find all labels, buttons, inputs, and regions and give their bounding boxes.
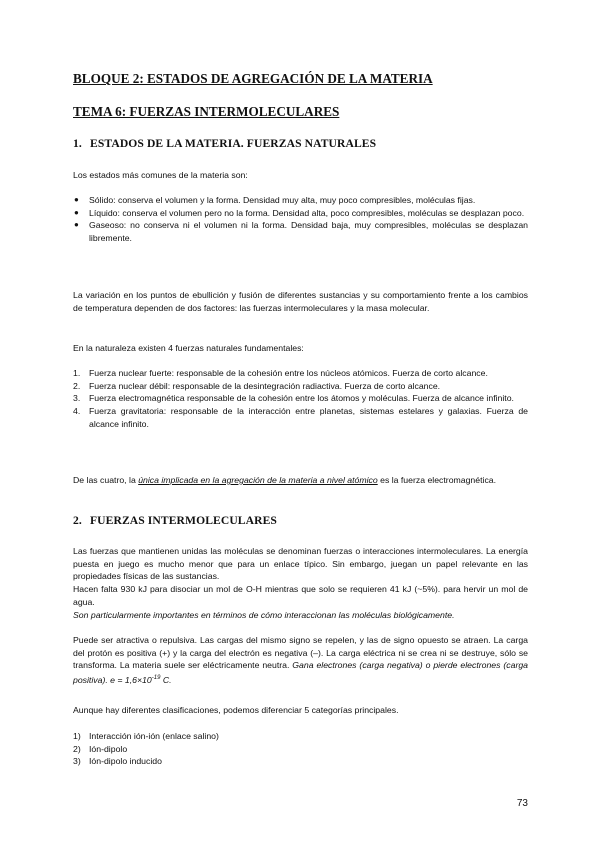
list-item: 3. Fuerza electromagnética responsable de la cohesión entre los átomos y moléculas. Fuerza de alcance infinito. — [73, 393, 514, 404]
section1-heading — [73, 137, 528, 150]
section1-title: ESTADOS DE LA MATERIA. FUERZAS NATURALES — [90, 137, 377, 150]
list-item: 2) Ión-dipolo — [73, 743, 128, 754]
section1-intro: Los estados más comunes de la materia son: — [73, 170, 248, 180]
emphasis-text: única implicada en la agregación de la materia a nivel atómico — [138, 475, 378, 485]
forces-intro: En la naturaleza existen 4 fuerzas naturales fundamentales: — [73, 343, 304, 353]
section2-paragraph1: Las fuerzas que mantienen unidas las moléculas se denominan fuerzas o interacciones intermoleculares. La energía puesta en juego es mucho menor que para un enlace típico. Sin embargo, juegan un papel relevante en las propiedades físicas de las sustancias. Hacen falta 930 kJ para disociar un mol de O-H mientras que solo se requieren 41 kJ (~5%). para hervir un mol de agua. Son particularmente importantes en términos de cómo interaccionan las moléculas biológicamente. — [73, 546, 528, 620]
conclusion-paragraph: De las cuatro, la única implicada en la agregación de la materia a nivel atómico es la fuerza electromagnética. — [73, 475, 497, 485]
list-item: ● Líquido: conserva el volumen pero no la forma. Densidad alta, poco compresibles, moléculas se desplazan poco. — [74, 207, 525, 218]
bullet-icon: ● — [74, 207, 79, 217]
tema-title: TEMA 6: FUERZAS INTERMOLECULARES — [73, 104, 340, 119]
list-item: 1) Interacción ión-ión (enlace salino) — [73, 731, 219, 741]
categories-list — [73, 730, 528, 768]
bloque-title: BLOQUE 2: ESTADOS DE AGREGACIÓN DE LA MATERIA — [73, 71, 433, 86]
bullet-icon: ● — [74, 195, 79, 204]
list-item: 4. Fuerza gravitatoria: responsable de la interacción entre planetas, sistemas estelares y galaxias. Fuerza de alcance infinito. — [73, 406, 528, 429]
page-number: 73 — [516, 798, 528, 809]
list-item: ● Gaseoso: no conserva ni el volumen ni la forma. Densidad baja, muy compresibles, moléculas se desplazan libremente. — [74, 220, 528, 244]
variation-paragraph: La variación en los puntos de ebullición y fusión de diferentes sustancias y su comportamiento frente a los cambios de temperatura dependen de dos factores: las fuerzas intermoleculares y la masa molecular. — [73, 290, 528, 313]
states-list — [73, 194, 528, 245]
list-item: 3) Ión-dipolo inducido — [73, 756, 162, 767]
forces-list — [73, 367, 528, 431]
section2-paragraph2: Puede ser atractiva o repulsiva. Las cargas del mismo signo se repelen, y las de signo opuesto se atraen. La carga del protón es positiva (+) y la carga del electrón es negativa (–). La carga eléctrica ni se crea ni se destruye, sólo se transforma. La materia suele ser eléctricamente neutra. Gana electrones (carga negativa) o pierde electrones (carga positiva). $e = 1,6\times 10^{-19}$ C. — [73, 635, 528, 685]
bullet-icon: ● — [74, 220, 79, 230]
section1-number: 1. — [73, 137, 82, 150]
section2-paragraph3: Aunque hay diferentes clasificaciones, podemos diferenciar 5 categorías principales. — [73, 705, 399, 715]
list-item: 2. Fuerza nuclear débil: responsable de la desintegración radiactiva. Fuerza de corto alcance. — [73, 380, 441, 391]
list-item: ● Sólido: conserva el volumen y la forma. Densidad muy alta, muy poco compresibles, moléculas fijas. — [74, 195, 476, 205]
section2-number: 2. — [73, 514, 82, 527]
list-item: 1. Fuerza nuclear fuerte: responsable de la cohesión entre los núcleos atómicos. Fuerza de corto alcance. — [73, 368, 488, 378]
section2-title: FUERZAS INTERMOLECULARES — [90, 514, 277, 527]
section2-heading — [73, 514, 528, 527]
